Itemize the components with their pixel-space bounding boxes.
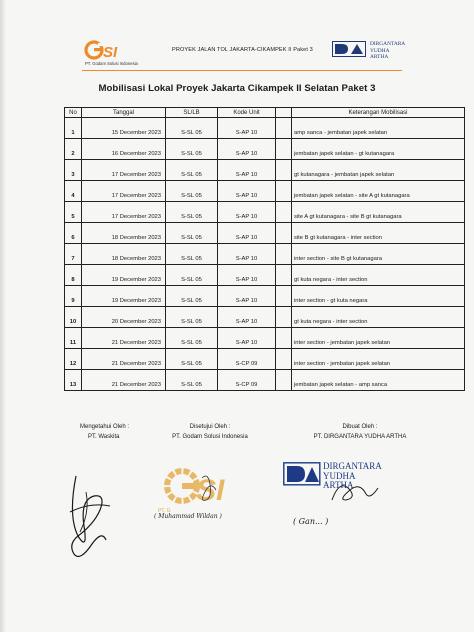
row-sllb-text: S-SL 05: [181, 361, 202, 367]
row-blank: [276, 244, 292, 265]
gsi-logo-icon: [84, 38, 154, 68]
row-unit-text: S-AP 10: [235, 151, 258, 157]
row-sllb-text: S-SL 05: [181, 382, 202, 388]
row-date-text: 18 December 2023: [111, 235, 161, 241]
row-sllb: [166, 139, 218, 160]
row-note-text: inter section - jembatan japek selatan: [294, 361, 391, 367]
row-no: [65, 181, 82, 202]
dirgantara-signature-icon: [330, 470, 390, 510]
table-row: [65, 181, 465, 202]
col-header-blank: [276, 108, 292, 118]
row-note: [292, 181, 465, 202]
row-blank: [276, 349, 292, 370]
mobilization-table: [64, 107, 465, 391]
gsi-stamp-icon: [150, 460, 250, 520]
row-blank: [276, 139, 292, 160]
table-row: [65, 202, 465, 223]
row-unit-text: S-CP 09: [235, 361, 258, 367]
row-unit: [218, 139, 276, 160]
row-sllb: [166, 181, 218, 202]
row-note: [292, 370, 465, 391]
scan-edge-shadow: [0, 0, 6, 632]
table-body: [65, 118, 465, 391]
row-date: [82, 202, 166, 223]
row-date-text: 21 December 2023: [111, 361, 161, 367]
row-sllb-text: S-SL 05: [181, 172, 202, 178]
table-row: [65, 223, 465, 244]
row-unit-text: S-AP 10: [235, 256, 258, 262]
made-signer-name: ( Gan... ): [293, 517, 329, 526]
row-no: [65, 370, 82, 391]
row-note: [292, 349, 465, 370]
row-date-text: 17 December 2023: [111, 193, 161, 199]
row-date: [82, 370, 166, 391]
row-date: [82, 286, 166, 307]
row-no: [65, 118, 82, 139]
row-note: [292, 160, 465, 181]
wordmark-line-2: YUDHA: [370, 47, 390, 54]
row-no: [65, 328, 82, 349]
row-note: [292, 244, 465, 265]
table-row: [65, 265, 465, 286]
dirgantara-logo-icon: [332, 41, 366, 57]
row-unit-text: S-AP 10: [235, 298, 258, 304]
row-note-text: gt kutanagara - jembatan japek selatan: [294, 172, 395, 178]
row-date: [82, 118, 166, 139]
row-date-text: 17 December 2023: [111, 172, 161, 178]
row-note-text: jembatan japek selatan - site A gt kutanagara: [294, 193, 410, 199]
row-no: [65, 349, 82, 370]
col-header-no: No: [65, 108, 82, 118]
row-date-text: 21 December 2023: [111, 340, 161, 346]
row-note-text: amp sanca - jembatan japek selatan: [294, 130, 388, 136]
row-date: [82, 328, 166, 349]
document-title: Mobilisasi Lokal Proyek Jakarta Cikampek II Selatan Paket 3: [98, 83, 376, 94]
approved-by-org: PT. Godam Solusi Indonesia: [172, 434, 248, 440]
row-unit: [218, 202, 276, 223]
row-sllb: [166, 223, 218, 244]
row-date: [82, 160, 166, 181]
row-no: [65, 307, 82, 328]
row-date-text: 20 December 2023: [111, 319, 161, 325]
row-sllb-text: S-SL 05: [181, 256, 202, 262]
row-unit: [218, 181, 276, 202]
row-unit-text: S-AP 10: [235, 319, 258, 325]
row-unit: [218, 265, 276, 286]
stamp-line-3: ARTHA: [323, 480, 354, 490]
known-by-label: Mengetahui Oleh :: [80, 424, 130, 430]
stamp-line-2: YUDHA: [323, 470, 356, 481]
row-no-text: 4: [71, 193, 75, 199]
row-unit-text: S-AP 10: [235, 340, 258, 346]
row-date: [82, 244, 166, 265]
row-no-text: 1: [71, 130, 75, 136]
row-date-text: 19 December 2023: [111, 277, 161, 283]
row-sllb: [166, 202, 218, 223]
row-note-text: inter section - jembatan japek selatan: [294, 340, 391, 346]
table-header-row: [65, 108, 465, 118]
approved-signer-name: ( Muhammad Wildan ): [154, 513, 222, 520]
col-header-note: Keterangan Mobilisasi: [292, 108, 465, 118]
header-divider: [82, 70, 402, 71]
row-no-text: 13: [69, 382, 77, 388]
wordmark-line-3: ARTHA: [370, 54, 389, 61]
row-blank: [276, 370, 292, 391]
col-header-date: Tanggal: [82, 108, 166, 118]
row-sllb-text: S-SL 05: [181, 193, 202, 199]
row-unit: [218, 328, 276, 349]
row-note: [292, 286, 465, 307]
table-row: [65, 349, 465, 370]
row-no: [65, 202, 82, 223]
row-no-text: 12: [69, 361, 77, 367]
row-unit-text: S-AP 10: [235, 130, 258, 136]
row-blank: [276, 286, 292, 307]
row-sllb-text: S-SL 05: [181, 277, 202, 283]
known-by-org: PT. Waskita: [88, 434, 120, 440]
svg-text:PT. Godam Solusi Indonesia: PT. Godam Solusi Indonesia: [85, 61, 138, 66]
row-unit: [218, 244, 276, 265]
row-sllb: [166, 160, 218, 181]
approved-by-block: [155, 422, 265, 442]
row-no: [65, 139, 82, 160]
row-unit-text: S-AP 10: [235, 193, 258, 199]
waskita-signature-icon: [56, 462, 136, 572]
row-no-text: 2: [71, 151, 75, 157]
row-unit: [218, 286, 276, 307]
row-note-text: gt kuta negara - inter section: [294, 277, 368, 283]
row-no-text: 6: [71, 235, 75, 241]
row-no-text: 11: [69, 340, 77, 346]
row-blank: [276, 328, 292, 349]
row-blank: [276, 181, 292, 202]
row-sllb: [166, 265, 218, 286]
svg-text:SI: SI: [103, 44, 118, 61]
row-blank: [276, 307, 292, 328]
row-sllb: [166, 286, 218, 307]
row-date-text: 17 December 2023: [111, 214, 161, 220]
row-note: [292, 307, 465, 328]
row-date: [82, 349, 166, 370]
row-no-text: 5: [71, 214, 75, 220]
row-sllb: [166, 118, 218, 139]
dirgantara-wordmark: [370, 41, 405, 61]
wordmark-line-1: DIRGANTARA: [370, 41, 406, 47]
table-row: [65, 160, 465, 181]
row-note: [292, 265, 465, 286]
row-note-text: site B gt kutanagara - inter section: [294, 235, 382, 241]
row-sllb: [166, 244, 218, 265]
row-no: [65, 265, 82, 286]
row-sllb: [166, 349, 218, 370]
row-unit: [218, 160, 276, 181]
row-date: [82, 223, 166, 244]
row-sllb: [166, 307, 218, 328]
row-note: [292, 118, 465, 139]
row-unit: [218, 307, 276, 328]
row-no: [65, 223, 82, 244]
row-unit: [218, 223, 276, 244]
row-note-text: inter section - site B gt kutanagara: [294, 256, 382, 262]
row-note-text: jembatan japek selatan - amp sanca: [294, 382, 388, 388]
table-row: [65, 370, 465, 391]
row-blank: [276, 160, 292, 181]
row-date: [82, 307, 166, 328]
known-by-block: [80, 422, 129, 442]
row-note: [292, 202, 465, 223]
row-blank: [276, 202, 292, 223]
row-unit: [218, 349, 276, 370]
dirgantara-stamp-icon: [283, 462, 321, 486]
row-date-text: 15 December 2023: [111, 130, 161, 136]
row-no: [65, 160, 82, 181]
row-no-text: 9: [71, 298, 75, 304]
col-header-sllb: SL/LB: [166, 108, 218, 118]
svg-text:PT. G: PT. G: [158, 508, 171, 514]
row-date-text: 19 December 2023: [111, 298, 161, 304]
made-by-block: [290, 422, 430, 442]
row-note: [292, 139, 465, 160]
table-row: [65, 286, 465, 307]
stamp-line-1: DIRGANTARA: [323, 461, 382, 471]
table-row: [65, 139, 465, 160]
row-note: [292, 328, 465, 349]
svg-text:SI: SI: [196, 474, 225, 507]
row-no-text: 10: [69, 319, 77, 325]
row-unit-text: S-AP 10: [235, 172, 258, 178]
table-row: [65, 307, 465, 328]
row-unit-text: S-AP 10: [235, 214, 258, 220]
made-by-org: PT. DIRGANTARA YUDHA ARTHA: [313, 434, 407, 440]
row-blank: [276, 223, 292, 244]
row-sllb-text: S-SL 05: [181, 340, 202, 346]
row-no-text: 7: [71, 256, 75, 262]
row-sllb: [166, 370, 218, 391]
row-sllb-text: S-SL 05: [181, 298, 202, 304]
row-sllb-text: S-SL 05: [181, 319, 202, 325]
table-row: [65, 328, 465, 349]
row-note-text: site A gt kutanagara - site B gt kutanagara: [294, 214, 402, 220]
row-date: [82, 265, 166, 286]
made-by-label: Dibuat Oleh :: [342, 424, 378, 430]
row-unit-text: S-CP 09: [235, 382, 258, 388]
row-unit: [218, 118, 276, 139]
row-unit-text: S-AP 10: [235, 277, 258, 283]
table-row: [65, 118, 465, 139]
row-date: [82, 139, 166, 160]
row-note: [292, 223, 465, 244]
row-sllb-text: S-SL 05: [181, 130, 202, 136]
row-unit: [218, 370, 276, 391]
row-no: [65, 286, 82, 307]
row-note-text: gt kuta negara - inter section: [294, 319, 368, 325]
project-title: PROYEK JALAN TOL JAKARTA-CIKAMPEK II Paket 3: [172, 47, 313, 53]
row-date-text: 16 December 2023: [111, 151, 161, 157]
approved-by-label: Disetujui Oleh :: [189, 424, 231, 430]
row-sllb-text: S-SL 05: [181, 235, 202, 241]
row-date-text: 21 December 2023: [111, 382, 161, 388]
row-sllb-text: S-SL 05: [181, 151, 202, 157]
row-no-text: 8: [71, 277, 75, 283]
table-row: [65, 244, 465, 265]
row-sllb-text: S-SL 05: [181, 214, 202, 220]
col-header-unit: Kode Unit: [218, 108, 276, 118]
row-date: [82, 181, 166, 202]
row-note-text: inter section - gt kuta negara: [294, 298, 368, 304]
row-note-text: jembatan japek selatan - gt kutanagara: [294, 151, 395, 157]
row-no: [65, 244, 82, 265]
row-blank: [276, 118, 292, 139]
row-date-text: 18 December 2023: [111, 256, 161, 262]
row-blank: [276, 265, 292, 286]
row-sllb: [166, 328, 218, 349]
row-no-text: 3: [71, 172, 75, 178]
row-unit-text: S-AP 10: [235, 235, 258, 241]
